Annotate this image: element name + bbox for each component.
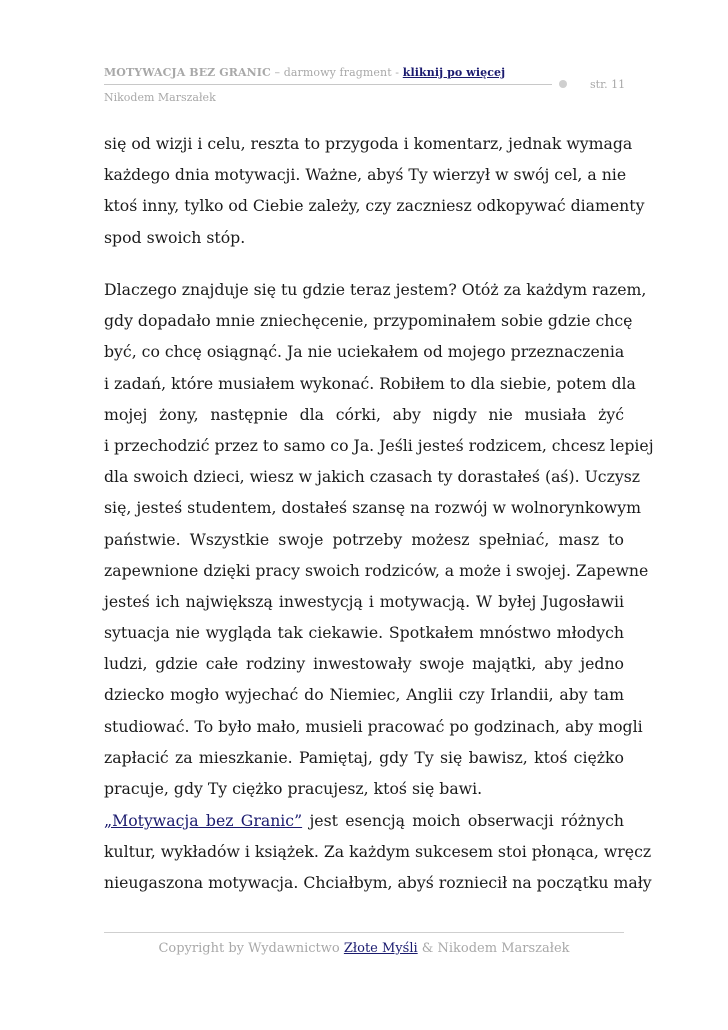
text-line: Dlaczego znajduje się tu gdzie teraz jestem? Otóż za każdym razem, (104, 280, 647, 299)
page-footer (104, 941, 624, 956)
paragraph-1 (104, 128, 645, 253)
text-line: sytuacja nie wygląda tak ciekawie. Spotkałem mnóstwo młodych (104, 623, 624, 643)
text-line: mojej żony, następnie dla córki, aby nigdy nie musiała żyć (104, 404, 624, 424)
text-line: ktoś inny, tylko od Ciebie zależy, czy zaczniesz odkopywać diamenty (104, 196, 645, 216)
header-title-line (104, 66, 505, 79)
header-author: Nikodem Marszałek (104, 91, 216, 104)
text-line: nieugaszona motywacja. Chciałbym, abyś rozniecił na początku mały (104, 873, 652, 893)
page-number: str. 11 (590, 78, 626, 91)
header-rule (104, 84, 552, 85)
text-line: spod swoich stóp. (104, 227, 246, 247)
header-more-link[interactable]: kliknij po więcej (402, 66, 506, 79)
text-line: kultur, wykładów i książek. Za każdym sukcesem stoi płonąca, wręcz (104, 842, 652, 862)
text-line: pracuje, gdy Ty ciężko pracujesz, ktoś się bawi. (104, 779, 483, 798)
paragraph-3 (104, 805, 652, 899)
footer-rule (104, 932, 624, 933)
text-line: zapewnione dzięki pracy swoich rodziców, a może i swojej. Zapewne (104, 560, 649, 580)
page-header (104, 66, 624, 116)
text-line: być, co chcę osiągnąć. Ja nie uciekałem od mojego przeznaczenia (104, 342, 625, 362)
text-line: dziecko mogło wyjechać do Niemiec, Anglii czy Irlandii, aby tam (104, 685, 624, 705)
text-line: jesteś ich największą inwestycją i motywacją. W byłej Jugosławii (104, 591, 624, 611)
paragraph-2 (104, 274, 654, 804)
book-title-link[interactable]: „Motywacja bez Granic” (104, 811, 303, 830)
bullet-dot-icon (559, 80, 567, 88)
text-line: się od wizji i celu, reszta to przygoda i komentarz, jednak wymaga (104, 134, 633, 153)
footer-copyright-suffix: & Nikodem Marszałek (421, 941, 570, 956)
text-line: się, jesteś studentem, dostałeś szansę na rozwój w wolnorynkowym (104, 498, 641, 518)
text-line: i przechodzić przez to samo co Ja. Jeśli jesteś rodzicem, chcesz lepiej (104, 435, 654, 455)
text-line: każdego dnia motywacji. Ważne, abyś Ty wierzył w swój cel, a nie (104, 165, 627, 185)
text-line-rest: jest esencją moich obserwacji różnych (302, 811, 624, 830)
header-dash: – (274, 66, 281, 79)
text-line: państwie. Wszystkie swoje potrzeby możesz spełniać, masz to (104, 529, 624, 549)
text-line: gdy dopadało mnie zniechęcenie, przypominałem sobie gdzie chcę (104, 311, 633, 331)
text-line: i zadań, które musiałem wykonać. Robiłem to dla siebie, potem dla (104, 373, 636, 393)
text-line: ludzi, gdzie całe rodziny inwestowały swoje majątki, aby jedno (104, 654, 624, 674)
text-line: dla swoich dzieci, wiesz w jakich czasach ty dorastałeś (aś). Uczysz (104, 467, 641, 487)
footer-copyright-prefix: Copyright by Wydawnictwo (158, 941, 340, 956)
footer-publisher-link[interactable]: Złote Myśli (343, 941, 418, 956)
text-line: studiować. To było mało, musieli pracować po godzinach, aby mogli (104, 716, 643, 736)
text-line: zapłacić za mieszkanie. Pamiętaj, gdy Ty się bawisz, ktoś ciężko (104, 747, 624, 767)
text-line (104, 805, 624, 836)
header-free-fragment: darmowy fragment - (283, 66, 400, 79)
header-book-title: MOTYWACJA BEZ GRANIC (104, 66, 271, 79)
